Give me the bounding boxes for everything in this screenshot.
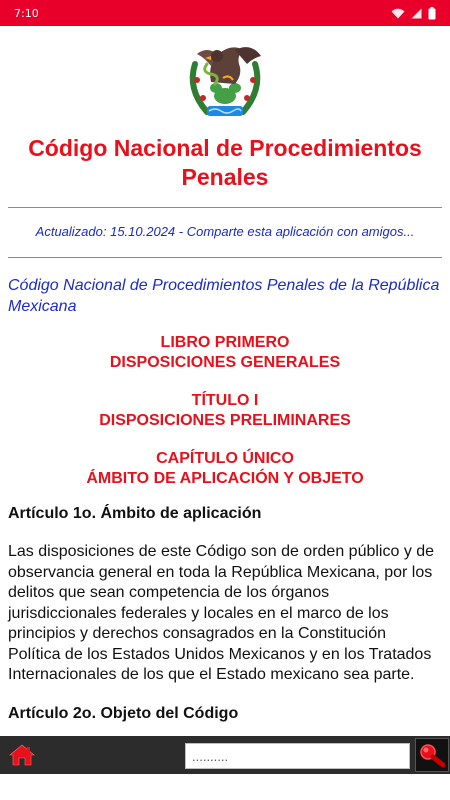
signal-icon: [411, 8, 422, 19]
divider-bottom: [8, 257, 442, 258]
main-content[interactable]: [0, 26, 450, 736]
bottom-toolbar: [0, 736, 450, 774]
heading-titulo-line1: TÍTULO I: [191, 392, 259, 409]
heading-libro: [8, 333, 442, 373]
article-1-title: Artículo 1o. Ámbito de aplicación: [8, 505, 262, 522]
system-nav-bar: [0, 774, 450, 800]
wifi-icon: [391, 8, 405, 19]
search-input[interactable]: [185, 743, 410, 769]
status-time: 7:10: [14, 6, 39, 20]
home-button[interactable]: [0, 736, 44, 774]
home-icon: [8, 743, 36, 767]
heading-capitulo-line1: CAPÍTULO ÚNICO: [156, 450, 294, 467]
article-1-body: Las disposiciones de este Código son de orden público y de observancia general en toda la República Mexicana, por los delitos que sean competencia de los órganos jurisdiccionales federales y locales en el marco de los principios y derechos consagrados en la Constitución Política de los Estados Unidos Mexicanos y en los Tratados Internacionales de los que el Estado mexicano sea parte.: [8, 543, 435, 683]
status-bar: [0, 0, 450, 26]
updated-share-link[interactable]: Actualizado: 15.10.2024 - Comparte esta aplicación con amigos...: [35, 224, 415, 239]
heading-libro-line1: LIBRO PRIMERO: [160, 334, 290, 351]
intro-title: Código Nacional de Procedimientos Penales de la República Mexicana: [8, 277, 440, 315]
battery-icon: [428, 7, 436, 20]
emblem: [8, 34, 442, 126]
heading-capitulo-line2: ÁMBITO DE APLICACIÓN Y OBJETO: [86, 470, 364, 487]
heading-capitulo: [8, 449, 442, 489]
search-button[interactable]: [415, 738, 449, 772]
heading-libro-line2: DISPOSICIONES GENERALES: [109, 354, 341, 371]
article-2-title: Artículo 2o. Objeto del Código: [8, 704, 239, 722]
coat-of-arms-icon: [177, 34, 273, 126]
heading-titulo-line2: DISPOSICIONES PRELIMINARES: [99, 412, 351, 429]
magnifier-icon: [418, 742, 446, 768]
app-title: Código Nacional de Procedimientos Penales: [28, 135, 422, 190]
status-icons: [391, 7, 436, 20]
heading-titulo: [8, 391, 442, 431]
